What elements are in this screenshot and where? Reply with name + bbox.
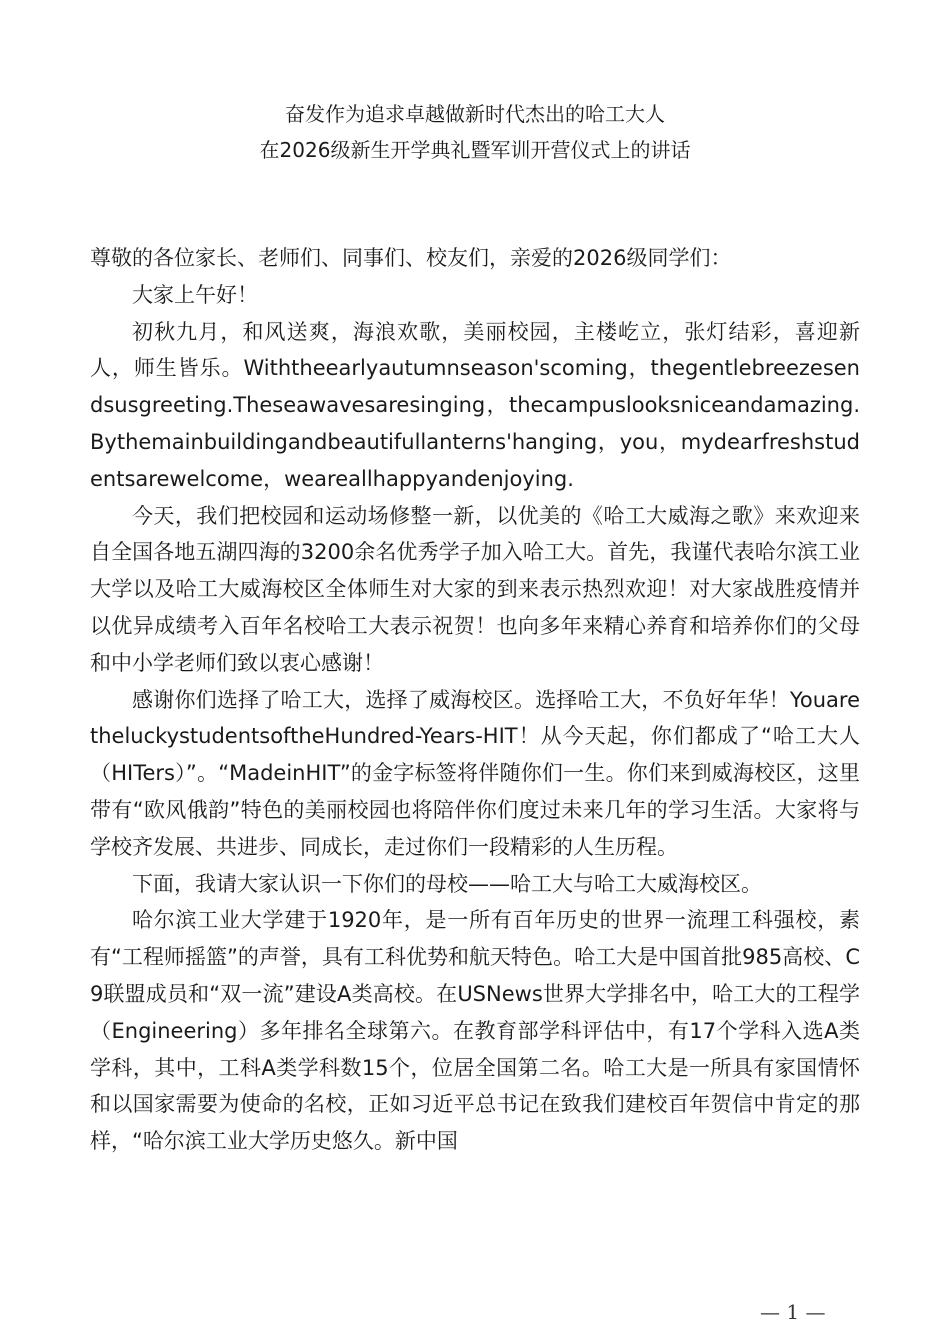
document-body <box>90 240 860 1160</box>
document-title <box>0 96 950 168</box>
title-line-2: 在2026级新生开学典礼暨军训开营仪式上的讲话 <box>259 138 691 162</box>
title-line-1: 奋发作为追求卓越做新时代杰出的哈工大人 <box>285 102 665 126</box>
hit-history-paragraph: 哈尔滨工业大学建于1920年，是一所有百年历史的世界一流理工科强校，素有“工程师摇篮”的声誉，具有工科优势和航天特色。哈工大是中国首批985高校、C9联盟成员和“双一流”建设A类高校。在USNews世界大学排名中，哈工大的工程学（Engineering）多年排名全球第六。在教育部学科评估中，有17个学科入选A类学科，其中，工科A类学科数15个，位居全国第二名。哈工大是一所具有家国情怀和以国家需要为使命的名校，正如习近平总书记在致我们建校百年贺信中肯定的那样，“哈尔滨工业大学历史悠久。新中国 <box>90 908 860 1154</box>
introduction-paragraph: 下面，我请大家认识一下你们的母校——哈工大与哈工大威海校区。 <box>132 871 762 896</box>
salutation-paragraph: 尊敬的各位家长、老师们、同事们、校友们，亲爱的2026级同学们： <box>90 246 732 270</box>
page-number: — 1 — <box>760 1300 826 1324</box>
choose-hit-paragraph: 感谢你们选择了哈工大，选择了威海校区。选择哈工大，不负好年华！YouaretheluckystudentsoftheHundred-Years-HIT！从今天起，你们都成了“哈工大人（HITers）”。“MadeinHIT”的金字标签将伴随你们一生。你们来到威海校区，这里带有“欧风俄韵”特色的美丽校园也将陪伴你们度过未来几年的学习生活。大家将与学校齐发展、共进步、同成长，走过你们一段精彩的人生历程。 <box>90 687 860 859</box>
welcome-thanks-paragraph: 今天，我们把校园和运动场修整一新，以优美的《哈工大威海之歌》来欢迎来自全国各地五湖四海的3200余名优秀学子加入哈工大。首先，我谨代表哈尔滨工业大学以及哈工大威海校区全体师生对大家的到来表示热烈欢迎！对大家战胜疫情并以优异成绩考入百年名校哈工大表示祝贺！也向多年来精心养育和培养你们的父母和中小学老师们致以衷心感谢！ <box>90 503 860 675</box>
greeting-paragraph: 大家上午好！ <box>132 282 258 307</box>
autumn-welcome-paragraph: 初秋九月，和风送爽，海浪欢歌，美丽校园，主楼屹立，张灯结彩，喜迎新人，师生皆乐。Withtheearlyautumnseason'scoming，thegentlebreezesendsusgreeting.Theseawavesaresinging，thecampuslooksniceandamazing.Bythemainbuildingandbeautifullanterns'hanging，you，mydearfreshstudentsarewelcome，weareallhappyandenjoying. <box>90 319 860 491</box>
